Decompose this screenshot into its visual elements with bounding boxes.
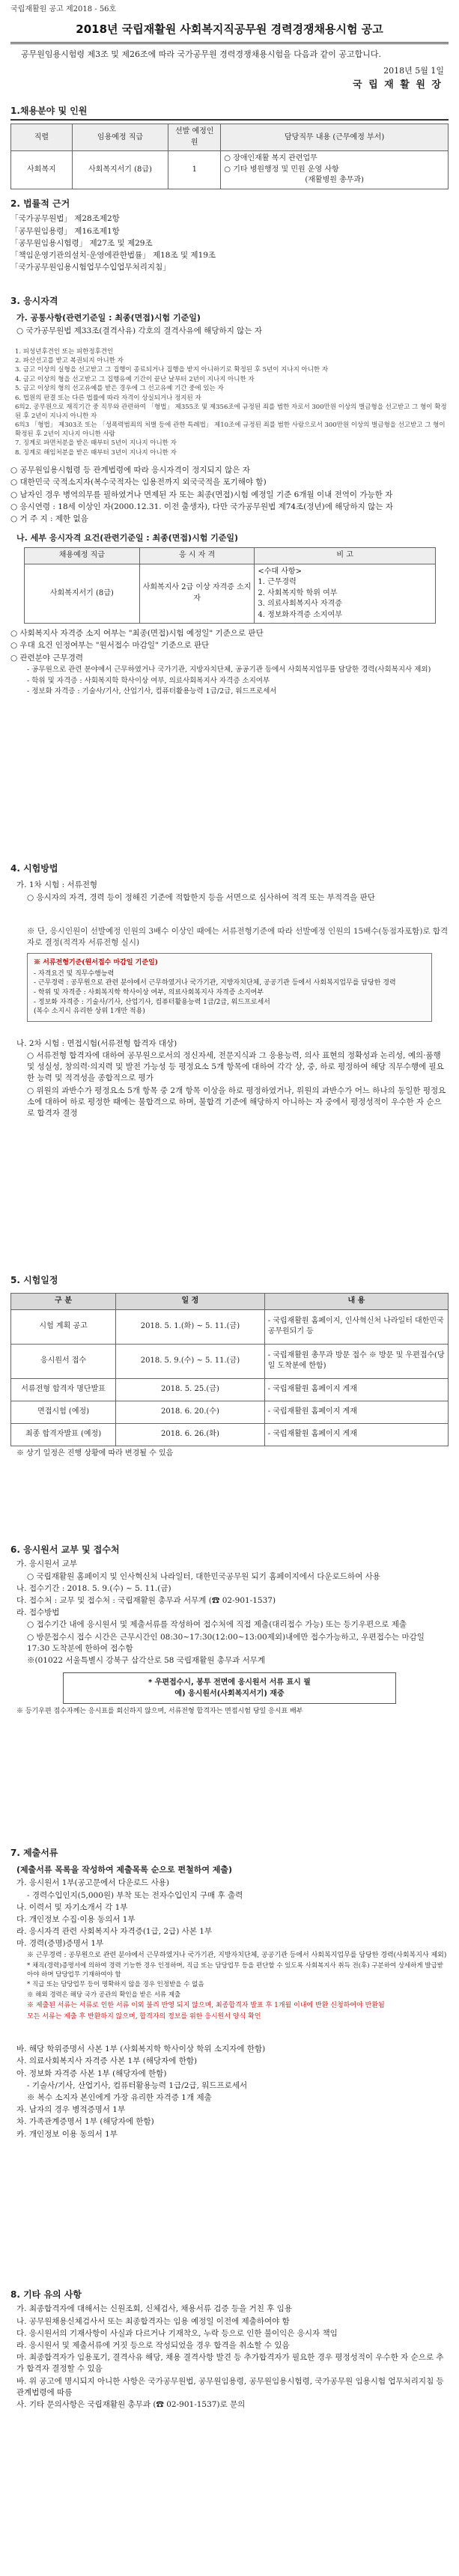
td-series: 사회복지 — [11, 151, 73, 189]
th-category: 구 분 — [11, 1294, 116, 1310]
td-desc: - 국립재활원 홈페이지, 인사혁신처 나라일터 대한민국 공무원되기 등 — [264, 1309, 448, 1344]
table-row — [11, 1378, 449, 1401]
table-row — [11, 1309, 449, 1344]
qualification-line: ○ 대한민국 국적소지자(복수국적자는 임용전까지 외국국적을 포기해야 함) — [10, 478, 267, 487]
qualification-line: ○ 관련분야 근무경력 — [10, 653, 83, 663]
box-item: - 학위 및 자격증 : 사회복지학 학사이상 여부, 의료사회복지사 자격증 소지여부 — [34, 989, 264, 997]
td-note — [255, 564, 436, 624]
section-2-title: 2. 법률적 근거 — [10, 198, 70, 209]
section-4-title: 4. 시험방법 — [10, 863, 58, 874]
document-item: 사. 의료사회복지사 자격증 사본 1부 (해당자에 한함) — [16, 2056, 198, 2066]
title-divider — [10, 42, 449, 44]
section-7-title: 7. 제출서류 — [10, 1848, 58, 1858]
caution-item: 마. 최종합격자가 임용포기, 결격사유 해당, 채용 결격사항 발견 등 추가합격자가 필요한 경우 평정성적이 우수한 자 순으로 추가 합격자 결정할 수 있음 — [16, 2353, 444, 2374]
section-3-title: 3. 응시자격 — [10, 296, 58, 306]
law-item: 「국가공무원임용시험업무수입업무처리지침」 — [10, 263, 171, 272]
note-line: 2. 사회복지학 학위 여부 — [258, 588, 338, 597]
screening-criteria-box — [27, 953, 432, 1022]
document-item: 마. 경력(증명)증명서 1부 — [16, 1939, 104, 1949]
law-item: 「국가공무원법」 제28조제2항 — [10, 214, 120, 224]
law-item: 「책임운영기관의설치·운영에관한법률」 제18조 및 제19조 — [10, 251, 216, 261]
qualification-line: ○ 국가공무원법 제33조(결격사유) 각호의 결격사유에 해당하지 않는 자 — [16, 326, 262, 336]
th-grade: 임용예정 직급 — [72, 124, 168, 151]
box-item: - 정보화 자격증 : 기술사/기사, 산업기사, 컴퓨터활용능력 1급/2급, 워드프로세서 — [34, 998, 270, 1006]
notice-date: 2018년 5월 1일 — [383, 66, 444, 76]
mail-notice-line: 예) 응시원서(사회복지서기) 재중 — [174, 1690, 285, 1699]
box-item: - 근무경력 : 공무원으로 관련 분야에서 근무하였거나 국가기관, 지방자치단체, 공공기관 등에서 사회복지업무를 담당한 경력 — [34, 979, 396, 987]
td-duty — [221, 151, 449, 189]
caution-item: 라. 응시원서 및 제출서류에 거짓 등으로 작성되었을 경우 합격을 취소할 수 있음 — [16, 2341, 290, 2351]
document-item: 자. 남자의 경우 병적증명서 1부 — [16, 2105, 126, 2115]
method-step: 가. 1차 시험 : 서류전형 — [16, 880, 98, 890]
application-item: ※(01022 서울특별시 강북구 삼각산로 58 국립재활원 총무과 서무계 — [27, 1656, 266, 1666]
table-row — [11, 1401, 449, 1423]
method-desc: ○ 서류전형 합격자에 대하여 공무원으로서의 정신자세, 전문지식과 그 응용능력, 의사 표현의 정확성과 논리성, 예의·품행 및 성실성, 창의력·의지력 및 발전 가능성 등 평정요소 5개 항목에 대하여 각각 상, 중, 하로 평정하여 해당 직무수행에 필요한 능력 및 적격성을 종합적으로 평가 — [27, 1051, 444, 1083]
td-category: 최종 합격자발표 (예정) — [11, 1423, 116, 1446]
disq-item: 7. 징계로 파면처분을 받은 때부터 5년이 지나지 아니한 자 — [15, 439, 177, 448]
td-category: 응시원서 접수 — [11, 1344, 116, 1378]
table-row — [11, 1423, 449, 1446]
note-line: 3. 의료사회복지사 자격증 — [258, 600, 342, 609]
qualification-table — [24, 547, 436, 624]
disq-item: 6. 법원의 판결 또는 다른 법률에 따라 자격이 상실되거나 정지된 자 — [15, 394, 201, 402]
notice-number: 국립재활원 공고 제2018 - 56호 — [10, 5, 117, 13]
duty-line: (재활병원 총무과) — [305, 176, 364, 185]
disq-item: 6의2. 공무원으로 재직기간 중 직무와 관련하여 「형법」 제355조 및 제356조에 규정된 죄를 범한 자로서 300만원 이상의 벌금형을 선고받고 그 형이 확정된 후 2년이 지나지 아니한 자 — [15, 404, 447, 420]
issuer-name: 국 립 재 활 원 장 — [353, 79, 443, 91]
td-date: 2018. 5. 25.(금) — [116, 1378, 265, 1401]
duty-line: ○ 기타 병원행정 및 민원 운영 사항 — [224, 165, 339, 174]
document-item: 다. 개인정보 수집·이용 동의서 1부 — [16, 1914, 136, 1924]
qualification-line: ○ 남자인 경우 병역의무를 필하였거나 면제된 자 또는 최종(면접)시험 예정일 기준 6개월 이내 전역이 가능한 자 — [10, 490, 393, 499]
box-item: (복수 소지시 유리한 상위 1개만 적용) — [34, 1008, 145, 1016]
th-grade: 채용예정 직급 — [25, 548, 140, 564]
page-title: 2018년 국립재활원 사회복지직공무원 경력경쟁채용시험 공고 — [76, 22, 383, 36]
mail-notice-box — [63, 1672, 396, 1704]
disq-item: 4. 금고 이상의 형을 선고받고 그 집행유예 기간이 끝난 날부터 2년이 지나지 아니한 자 — [15, 375, 255, 383]
td-date: 2018. 5. 1.(화) ~ 5. 11.(금) — [116, 1309, 265, 1344]
document-item: - 경력수입인지(5,000원) 부착 또는 전자수입인지 구매 후 출력 — [27, 1890, 243, 1900]
box-item: - 자격요건 및 직무수행능력 — [34, 969, 115, 978]
qualification-line: ○ 우대 요건 인정여부는 "원서접수 마감일" 기준으로 판단 — [10, 641, 210, 651]
section-3-sub-b: 나. 세부 응시자격 요건(관련기준일 : 최종(면접)시험 기준일) — [16, 533, 239, 543]
disq-item: 8. 징계로 해임처분을 받은 때부터 3년이 지나지 아니한 자 — [15, 448, 177, 457]
document-item: ※ 해외 경력은 해당 국가 공관의 확인을 받은 서류 제출 — [27, 1991, 181, 1999]
caution-item: 나. 공무원채용신체검사서 또는 최종합격자는 임용 예정일 이전에 제출하여야 함 — [16, 2316, 290, 2326]
td-desc: - 국립재활원 총무과 방문 접수 ※ 방문 및 우편접수(당일 도착분에 한함) — [264, 1344, 448, 1378]
method-desc: ○ 위원의 과반수가 평정요소 5개 항목 중 2개 항목 이상을 하로 평정하였거나, 위원의 과반수가 어느 하나의 동일한 평정요소에 대하여 하로 평정한 때에는 불합격으로 하며, 불합격 기준에 해당하지 아니하는 자 중에서 평정성적이 우수한 자 순으로 합격자 결정 — [27, 1085, 446, 1118]
application-note: ※ 등기우편 접수자께는 응시표를 회신하지 않으며, 서류전형 합격자는 면접시험 당일 응시표 배부 — [16, 1708, 303, 1716]
qualification-line: ○ 공무원임용시험령 등 관계법령에 따라 응시자격이 정지되지 않은 자 — [10, 466, 250, 475]
th-series: 직렬 — [11, 124, 73, 151]
section-2 — [10, 196, 449, 274]
document-item: 바. 해당 학위증명서 사본 1부 (사회복지학 학사이상 학위 소지자에 한함) — [16, 2044, 266, 2054]
document-item: 라. 응시자격 관련 사회복지사 자격증(1급, 2급) 사본 1부 — [16, 1927, 213, 1937]
disqualification-list — [15, 348, 449, 458]
document-note-red: 모든 서류는 제출 후 반환하지 않으며, 합격자의 정보를 위한 응시원서 양식 확인 — [27, 2012, 261, 2021]
caution-item: 다. 응시원서의 기재사항이 사실과 다르거나 기재착오, 누락 등으로 인한 불이익은 응시자 책임 — [16, 2328, 338, 2338]
note-line: <수대 사항> — [258, 567, 302, 576]
td-date: 2018. 6. 20.(수) — [116, 1401, 265, 1423]
td-category: 시험 계획 공고 — [11, 1309, 116, 1344]
note-line: 1. 근무경력 — [258, 578, 297, 587]
application-item: 다. 접수처 : 교무 및 접수처 : 국립재활원 총무과 서무계 (☎ 02-901-1537) — [16, 1596, 276, 1606]
duty-line: ○ 장애인재활 복지 관련업무 — [224, 154, 317, 163]
section-3 — [10, 293, 449, 698]
document-item: ※ 복수 소지자 본인에게 가장 유리한 자격증 1개 제출 — [27, 2093, 212, 2102]
document-item: 아. 정보화 자격증 사본 1부 (해당자에 한함) — [16, 2068, 167, 2078]
document-item: ※ 근무경력 : 공무원으로 관련 분야에서 근무하였거나 국가기관, 지방자치단체, 공공기관 등에서 사회복지업무를 담당한 경력(사회복지사 제외) — [27, 1951, 447, 1959]
caution-item: 가. 최종합격자에 대해서는 신원조회, 신체검사, 채용서류 검증 등을 거친 후 임용 — [16, 2304, 292, 2314]
caution-item: 바. 위 공고에 명시되지 아니한 사항은 국가공무원법, 공무원임용령, 공무원임용시험령, 국가공무원 임용시험 업무처리지침 등 관계법령에 따름 — [16, 2376, 444, 2397]
section-7-sub: (제출서류 목록을 작성하여 제출목록 순으로 편철하여 제출) — [16, 1865, 233, 1875]
law-item: 「공무원임용령」 제16조제1항 — [10, 226, 120, 236]
caution-item: 사. 기타 문의사항은 국립재활원 총무과 (☎ 02-901-1537)로 문의 — [16, 2400, 246, 2410]
schedule-table — [10, 1293, 449, 1446]
section-1 — [10, 103, 449, 189]
qualification-line: ○ 응시연령 : 18세 이상인 자(2000.12.31. 이전 출생자), 다만 국가공무원법 제74조(정년)에 해당하지 않는 자 — [10, 502, 393, 511]
td-category: 서류전형 합격자 명단발표 — [11, 1378, 116, 1401]
document-item: - 기술사/기사, 산업기사, 컴퓨터활용능력 1급/2급, 워드프로세서 — [27, 2080, 248, 2090]
intro-text: 공무원임용시험령 제3조 및 제26조에 따라 국가공무원 경력경쟁채용시험을 다음과 같이 공고합니다. — [21, 49, 381, 60]
section-3-sub-a: 가. 공통사항(관련기준일 : 최종(면접)시험 기준일) — [16, 313, 201, 323]
qualification-line: ○ 사회복지사 자격증 소지 여부는 "최종(면접)시험 예정일" 기준으로 판단 — [10, 629, 264, 639]
qualification-line: - 정보화 자격증 : 기술사/기사, 산업기사, 컴퓨터활용능력 1급/2급, 워드프로세서 — [27, 687, 277, 696]
note-line: 4. 정보화자격증 소지여부 — [258, 610, 342, 619]
section-8-title: 8. 기타 유의 사항 — [10, 2289, 82, 2300]
disq-item: 5. 금고 이상의 형의 선고유예를 받은 경우에 그 선고유예 기간 중에 있는 자 — [15, 385, 224, 393]
section-6 — [10, 1542, 449, 1717]
disq-item: 3. 금고 이상의 실형을 선고받고 그 집행이 종료되거나 집행을 받지 아니하기로 확정된 후 5년이 지나지 아니한 자 — [15, 366, 329, 374]
td-category: 면접시험 (예정) — [11, 1401, 116, 1423]
document-item: * 채직(경력)증명서에 의하여 경력 기능한 경우 인정하며, 직급 또는 담당업무 등을 편단할 수 있도록 사회복지사 취득 전(후) 구분하여 상세하게 발급받아야 하며 담당업무 기재하여야 함 — [27, 1961, 444, 1979]
section-5 — [10, 1273, 449, 1461]
disq-item: 6의3 「형법」 제303조 또는 「성폭력범죄의 처벌 등에 관한 특례법」 제10조에 규정된 죄를 범한 사람으로서 300만원 이상의 벌금형을 선고받고 그 형이 확정된 후 2년이 지나지 아니한 사람 — [15, 421, 446, 438]
schedule-note: ※ 상기 일정은 진행 상황에 따라 변경될 수 있음 — [16, 1449, 174, 1458]
section-4 — [10, 861, 449, 1120]
td-desc: - 국립재활원 홈페이지 게재 — [264, 1401, 448, 1423]
section-7 — [10, 1845, 449, 2141]
application-item: ○ 방문접수시 접수 시간은 근무시간인 08:30~17:30(12:00~13:00제외)내에만 접수가능하고, 우편접수는 마감일 17:30 도착분에 한하여 접수함 — [27, 1632, 425, 1653]
th-duty: 담당직무 내용 (근무예정 부서) — [221, 124, 449, 151]
recruit-table — [10, 124, 449, 189]
td-grade: 사회복지서기 (8급) — [25, 564, 140, 624]
th-qualification: 응 시 자 격 — [139, 548, 255, 564]
section-5-title: 5. 시험일정 — [10, 1275, 58, 1285]
th-content: 내 용 — [264, 1294, 448, 1310]
section-8 — [10, 2287, 449, 2411]
document-note-red: ※ 제출된 서류는 서류로 인한 서류 이외 불리 반영 되지 않으며, 최종합격자 발표 후 1개월 이내에 반환 신청하여야 반환됨 — [27, 2001, 385, 2009]
qualification-line: ○ 거 주 지 : 제한 없음 — [10, 514, 88, 524]
td-qualification: 사회복지사 2급 이상 자격증 소지자 — [139, 564, 255, 624]
section-6-title: 6. 응시원서 교부 및 접수처 — [10, 1544, 120, 1555]
disq-item: 1. 피성년후견인 또는 피한정후견인 — [15, 347, 114, 356]
td-date: 2018. 6. 26.(화) — [116, 1423, 265, 1446]
law-item: 「공무원임용시험령」 제27조 및 제29조 — [10, 238, 153, 248]
th-schedule: 일 정 — [116, 1294, 265, 1310]
application-item: ○ 접수기간 내에 응시원서 및 제출서류를 작성하여 접수처에 직접 제출(대리접수 가능) 또는 등기우편으로 제출 — [27, 1620, 407, 1630]
section-1-title: 1.채용분야 및 인원 — [10, 103, 449, 121]
table-row — [11, 1344, 449, 1378]
mail-notice-line: * 우편접수시, 봉투 전면에 응시원서 서류 표시 필 — [148, 1678, 311, 1687]
application-item: 나. 접수기간 : 2018. 5. 9.(수) ~ 5. 11.(금) — [16, 1583, 171, 1593]
qualification-line: - 공무원으로 관련 분야에서 근무하였거나 국가기관, 지방자치단체, 공공기관 등에서 사회복지업무를 담당한 경력(사회복지사 제외) — [27, 665, 431, 674]
document-item: 가. 응시원서 1부(공고문에서 다운로드 사용) — [16, 1878, 169, 1888]
td-grade: 사회복지서기 (8급) — [72, 151, 168, 189]
disq-item: 2. 파산선고를 받고 복권되지 아니한 자 — [15, 357, 124, 365]
td-desc: - 국립재활원 홈페이지 게재 — [264, 1378, 448, 1401]
td-desc: - 국립재활원 홈페이지 게재 — [264, 1423, 448, 1446]
qualification-line: - 학위 및 자격증 : 사회복지학 학사이상 여부, 의료사회복지사 자격증 소지여부 — [27, 676, 270, 685]
td-count: 1 — [168, 151, 221, 189]
th-note: 비 고 — [255, 548, 436, 564]
document-item: 카. 개인정보 이용 동의서 1부 — [16, 2129, 118, 2139]
application-item: 가. 응시원서 교부 — [16, 1559, 78, 1569]
document-item: * 직급 또는 담당업무 등이 명확하지 않을 경우 인정받을 수 없음 — [27, 1981, 204, 1989]
method-desc: ○ 응시자의 자격, 경력 등이 정해진 기준에 적합한지 등을 서면으로 심사하여 적격 또는 부적격을 판단 — [27, 892, 375, 902]
application-item: 라. 접수방법 — [16, 1608, 60, 1618]
box-title: ※ 서류전형기준(원서접수 마감일 기준일) — [34, 959, 159, 967]
td-date: 2018. 5. 9.(수) ~ 5. 11.(금) — [116, 1344, 265, 1378]
method-note: ※ 단, 응시인원이 선발예정 인원의 3배수 이상인 때에는 서류전형기준에 따라 선발예정 인원의 15배수(동점자포함)로 합격자로 결정(적격자 서류전형 실시) — [27, 926, 449, 948]
document-item: 나. 이력서 및 자기소개서 각 1부 — [16, 1902, 128, 1912]
application-item: ○ 국립재활원 홈페이지 및 인사혁신처 나라일터, 대한민국공무원 되기 홈페이지에서 다운로드하여 사용 — [27, 1571, 380, 1581]
method-step: 나. 2차 시험 : 면접시험(서류전형 합격자 대상) — [16, 1038, 177, 1048]
document-item: 차. 가족관계증명서 1부 (해당자에 한함) — [16, 2117, 154, 2127]
th-count: 선발 예정인원 — [168, 124, 221, 151]
